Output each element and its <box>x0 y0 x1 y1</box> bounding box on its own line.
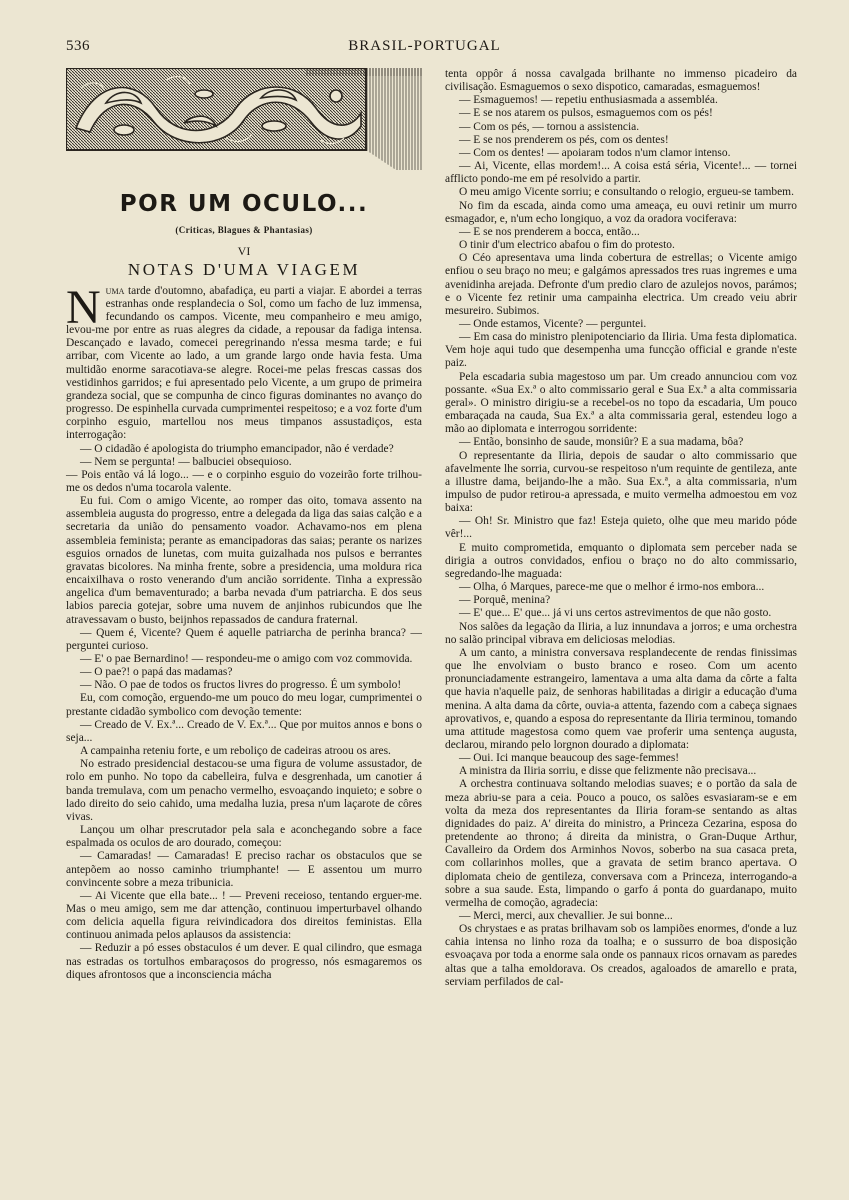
paragraph: — E' o pae Bernardino! — respondeu-me o amigo com voz commovida. <box>80 653 413 665</box>
paragraph: A um canto, a ministra conversava resplandecente de rendas finissimas que lhe envolviam o busto branco e roseo. Com um acento pronunciadamente estrangeiro, lamentava a uma alta dama da côrte a falta que havia n'aquelle paiz, de senhoras habilitadas a dirigir a educação d'uma menina. A alta dama da côrte, ouvia-a attenta, fazendo com a cabeça signaes aprovativos, e, quando a esposa do representante da Iliria terminou, tomando uma attitude magestosa como quem vae proferir uma sentença augusta, declarou, mirando pelo lorgnon dourado a diplomata: <box>445 646 797 751</box>
opening-smallcaps: uma <box>105 284 125 297</box>
paragraph: — E se nos atarem os pulsos, esmaguemos com os pés! <box>459 107 713 120</box>
paragraph: — Então, bonsinho de saude, monsiûr? E a sua madama, bôa? <box>459 436 744 449</box>
paragraph: — Reduzir a pó esses obstaculos é um dever. E qual cilindro, que esmaga nas estradas os tortulhos embaraçosos do progresso, nós esmagaremos os diques afrontosos que a inconsciencia mácha <box>66 942 422 981</box>
ornamental-banner-icon <box>66 68 422 170</box>
paragraph: — Olha, ó Marques, parece-me que o melhor é irmo-nos embora... <box>459 581 765 594</box>
drop-cap: N <box>66 280 101 334</box>
article-title: POR UM OCULO... <box>119 191 369 218</box>
paragraph: No fim da escada, ainda como uma ameaça, eu ouvi retinir um murro esmagador, e, n'um echo longiquo, a voz da oradora vociferava: <box>445 199 797 225</box>
paragraph: Lançou um olhar prescrutador pela sala e aconchegando sobre a face espalmada os oculos de aro dourado, começou: <box>66 824 422 850</box>
opening-paragraph <box>66 280 422 443</box>
paragraph: — Ai Vicente que ella bate... ! — Preveni receioso, tentando erguer-me. Mas o meu amigo, sem me dar attenção, continuou imperturbavel olhando com delicia aquella figura reivindicadora dos direitos feministas. Ella continuou animada pelos aplausos da assistencia: <box>66 889 422 942</box>
paragraph: A campainha reteniu forte, e um reboliço de cadeiras atroou os ares. <box>80 745 391 758</box>
journal-title: BRASIL-PORTUGAL <box>348 38 501 54</box>
paragraph: — Onde estamos, Vicente? — perguntei. <box>459 317 647 330</box>
paragraph: — Camaradas! — Camaradas! E preciso rachar os obstaculos que se antepõem ao nosso caminho triumphante! — E assentou um murro convincente sobre a meza tribunicia. <box>66 850 422 889</box>
article-subtitle: (Criticas, Blagues & Phantasias) <box>175 225 313 236</box>
paragraph: tenta oppôr á nossa cavalgada brilhante no immenso picadeiro da civilisação. Esmaguemos o sexo dispotico, camaradas, esmaguemos! <box>445 68 797 94</box>
paragraph: — Ai, Vicente, ellas mordem!... A coisa está séria, Vicente!... — tornei afflicto pondo-me em pé resolvido a partir. <box>445 160 797 186</box>
paragraph: — Quem é, Vicente? Quem é aquelle patriarcha de perinha branca? — perguntei curioso. <box>66 626 422 652</box>
paragraph: — Esmaguemos! — repetiu enthusiasmada a assembléa. <box>459 94 718 107</box>
paragraph: — Porquê, menina? <box>459 594 551 607</box>
paragraph: — Em casa do ministro plenipotenciario da Iliria. Uma festa diplomatica. Vem hoje aqui tudo que desempenha uma funcção official e grande n'este paiz. <box>445 331 797 370</box>
left-column <box>66 68 422 982</box>
paragraph: — O cidadão é apologista do triumpho emancipador, não é verdade? <box>80 442 394 455</box>
paragraph: — Com os dentes! — apoiaram todos n'um clamor intenso. <box>459 146 731 159</box>
paragraph: O Céo apresentava uma linda cobertura de estrellas; o Vicente amigo enfiou o seu braço no meu; e galgámos apressados tres ruas ingremes e uma avenidinha arejada. Defronte d'um predio claro de azulejos novos, parámos; e o Vicente fez retinir uma campainha electrica. Um creado veiu abrir mesureiro. Subimos. <box>445 252 797 317</box>
paragraph: — O pae?! o papá das madamas? <box>80 666 233 679</box>
paragraph: O meu amigo Vicente sorriu; e consultando o relogio, ergueu-se tambem. <box>459 186 794 199</box>
paragraph: — E se nos prenderem os pés, com os dentes! <box>459 133 669 146</box>
section-heading: NOTAS D'UMA VIAGEM <box>127 260 361 280</box>
paragraph: — Oui. Ici manque beaucoup des sage-femmes! <box>459 752 680 765</box>
paragraph: — E se nos prenderem a bocca, então... <box>459 225 640 238</box>
running-header <box>66 36 783 56</box>
paragraph: A orchestra continuava soltando melodias suaves; e o portão da sala de meza abriu-se para a ceia. Pouco a pouco, os salões esvasiaram-se e em volta da meza dos representantes da Iliria foram-se sentando as altas dignidades do paiz. A' direita do ministro, a Princeza Cezarina, esposa do pretendente ao throno; á direita da ministra, o Gran-Duque Arthur, Cavalleiro da Ordem dos Arminhos Novos, soberbo na sua casaca preta, com collarinhos molles, que a gravata de setim branco apertava. O diplomata cheio de gentileza, conversava com a Princeza, interrogando-a sobre a sua saude. Esta, limpando o garfo á ponta do guardanapo, muito vermelha de comoção, agradecia: <box>445 778 797 909</box>
paragraph: E muito comprometida, emquanto o diplomata sem perceber nada se dirigia a outros convidados, enfiou o braço no do alto commissario, segredando-lhe maguada: <box>445 541 797 580</box>
paragraph: — Creado de V. Ex.ª... Creado de V. Ex.ª... Que por muitos annos e bons o seja... <box>66 718 422 744</box>
paragraph: O tinir d'um electrico abafou o fim do protesto. <box>459 239 675 252</box>
paragraph: — Nem se pergunta! — balbuciei obsequioso. <box>80 455 292 468</box>
section-number: VI <box>237 244 251 259</box>
paragraph: Nos salões da legação da Iliria, a luz innundava a jorros; e uma orchestra no salão principal vibrava em deliciosas melodias. <box>445 620 797 646</box>
paragraph: Os chrystaes e as pratas brilhavam sob os lampiões enormes, d'onde a luz cahia intensa no linho roza da toalha; e o sussurro de boa disposição esvoaçava por toda a enorme sala onde os pannaux ricos ornavam as paredes altas que a talha emoldorava. Os creados, agaloados de amarello e prata, serviam perfilados de cal- <box>445 923 797 988</box>
page-number: 536 <box>66 38 90 54</box>
right-column <box>445 68 797 989</box>
paragraph: Eu fui. Com o amigo Vicente, ao romper das oito, tomava assento na assembleia augusta do progresso, entre a delegada da liga das saias calção e a secretaria da união do pensamento voador. Achavamo-nos em plena assembleia feminista; perante as emancipadoras das saias; perante os narizes esguios ornados de lunetas, com muita guizalhada nos pulsos e berrantes gravatas bicolores. Na minha frente, sobre a presidencia, uma moldura rica encaixilhava o rosto venerando d'um ancião sorridente. Tinha a expressão angelica d'um bemaventurado; a barba nevada d'um patriarcha. E dos seus labios parecia gotejar, sobre uma nuvem de anjinhos rubicundos que lhe atravessavam o busto, beijnhos repassados de candura fraternal. <box>66 495 422 626</box>
paragraph: No estrado presidencial destacou-se uma figura de volume assustador, de rolo em punho. No topo da cabelleira, fulva e desgrenhada, um canotier á banda tremulava, com um penacho vermelho, esvoaçando inquieto; e sobre o lado direito do seio cahido, uma medalha luzia, presa n'um laçarote de côres vivas. <box>66 758 422 823</box>
paragraph: O representante da Iliria, depois de saudar o alto commissario que afavelmente lhe sorria, curvou-se respeitoso n'um requinte de gentileza, ante a illustre dama, beijando-lhe a mão. Sua Ex.ª, a alta commissaria, n'um impulso de pudor retirou-a apressada, e muito vermelha admoestou em voz baixa: <box>445 449 797 515</box>
paragraph: A ministra da Iliria sorriu, e disse que felizmente não precisava... <box>459 765 757 778</box>
paragraph: — Com os pés, — tornou a assistencia. <box>459 120 640 133</box>
paragraph: Eu, com comoção, erguendo-me um pouco do meu logar, cumprimentei o prestante cidadão symbolico com devoção temente: <box>66 692 422 718</box>
paragraph: — Não. O pae de todos os fructos livres do progresso. É um symbolo! <box>80 679 402 692</box>
paragraph: — E' que... E' que... já vi uns certos astrevimentos de que não gosto. <box>459 607 772 620</box>
paragraph: Pela escadaria subia magestoso um par. Um creado annunciou com voz possante. «Sua Ex.ª o alto commissario geral e Sua Ex.ª a alta commissaria geral». O ministro dirigiu-se a recebel-os no topo da escadaria, Um pouco embaraçada na cauda, Sua Ex.ª a alta commissaria geral, estendeu logo a mão ao diplomata e interrogou sorridente: <box>445 370 797 436</box>
paragraph: — Pois então vá lá logo... — e o corpinho esguio do vozeirão forte trilhou-me os dedos n'uma tocarola valente. <box>66 468 422 494</box>
paragraph: — Oh! Sr. Ministro que faz! Esteja quieto, olhe que meu marido póde vêr!... <box>445 515 797 541</box>
paragraph-text: tarde d'outomno, abafadiça, eu parti a viajar. E abordei a terras estranhas onde resplandecia o Sol, como um facho de luz immensa, fecundando os campos. Vicente, meu companheiro e meu amigo, levou-me por entre as ruas alegres da cidade, a repousar da fadiga intensa. Descançado e lavado, comecei peregrinando n'essa mesma tarde; e fui arribar, com Vicente ao lado, a um grande largo onde havia festa. Uma multidão enorme saracotiava-se alegre. Rocei-me pelas frescas cassas dos vestidinhos garridos; e fui apresentado pelo Vicente, a um grupo de primeira grandeza social, que se compunha de cinco figuras dominantes no avanço do progresso. De espinhella curvada cumprimentei respeitoso; e a voz forte d'um corpinho esguio, martellou nos meus timpanos assustadiços, esta interrogação: <box>66 284 422 442</box>
paragraph: — Merci, merci, aux chevallier. Je sui bonne... <box>459 910 673 922</box>
